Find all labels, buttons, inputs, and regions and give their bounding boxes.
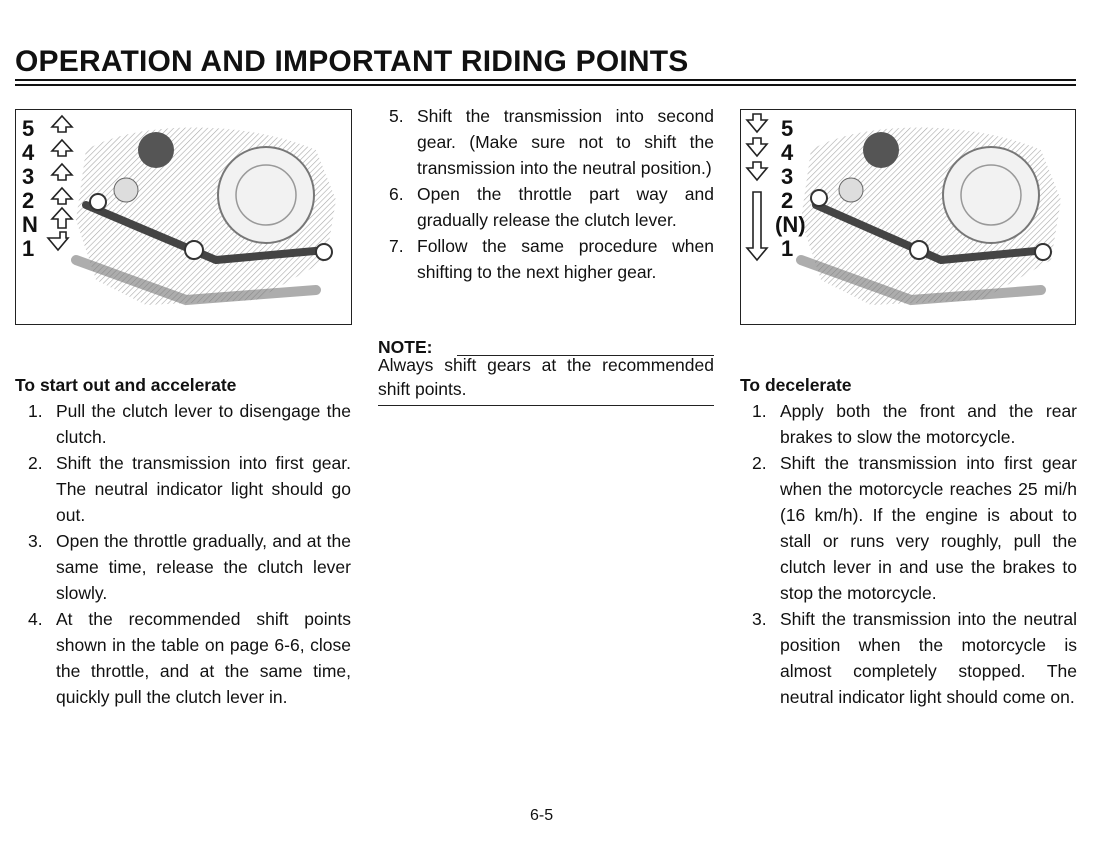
gear-label: 1 [781,236,794,261]
accelerate-heading: To start out and accelerate [15,375,237,395]
accelerate-steps-continued [389,103,714,285]
step-number: 2. [752,453,767,473]
list-item [28,606,351,710]
list-item [389,233,714,285]
gear-label: 4 [22,140,35,165]
long-downshift-arrow-icon [747,192,767,260]
gear-label: 1 [22,236,35,261]
gear-label: 4 [781,140,794,165]
list-item [28,528,351,606]
step-number: 3. [28,531,43,551]
list-item [752,606,1077,710]
decelerate-steps-list [752,398,1077,710]
downshift-arrow-icons [747,114,767,180]
downshift-arrow-icon [48,232,68,250]
gear-label: N [22,212,38,237]
title-rule-bottom [15,84,1076,86]
gear-label: 5 [781,116,794,141]
note-text: Always shift gears at the recommended shift points. [378,355,714,399]
gear-label: 2 [22,188,35,213]
shift-pedal-figure-downshift [740,109,1076,325]
upshift-arrow-icons [52,116,72,228]
step-number: 6. [389,184,404,204]
accelerate-steps-list [28,398,351,710]
step-text: Apply both the front and the rear brakes to slow the motorcycle. [780,401,1077,447]
title-rule-top [15,79,1076,81]
page-number: 6-5 [530,807,554,824]
step-number: 7. [389,236,404,256]
note-divider [378,405,714,406]
step-text: Shift the transmission into the neutral position when the motorcycle is almost completely stopped. The neutral indicator light should come on. [780,609,1077,707]
note-label: NOTE: [378,337,433,357]
gear-label: (N) [775,212,806,237]
step-number: 2. [28,453,43,473]
step-text: Pull the clutch lever to disengage the clutch. [56,401,351,447]
step-text: Follow the same procedure when shifting to the next higher gear. [417,236,714,282]
list-item [28,398,351,450]
step-text: Shift the transmission into second gear. (Make sure not to shift the transmission into the neutral position.) [417,106,714,178]
gear-label: 5 [22,116,35,141]
step-text: Open the throttle part way and gradually release the clutch lever. [417,184,714,230]
step-number: 5. [389,106,404,126]
list-item [752,398,1077,450]
engine-illustration [16,110,351,324]
step-number: 1. [752,401,767,421]
step-text: Open the throttle gradually, and at the same time, release the clutch lever slowly. [56,531,351,603]
step-text: Shift the transmission into first gear. The neutral indicator light should go out. [56,453,351,525]
step-number: 4. [28,609,43,629]
step-number: 3. [752,609,767,629]
page-title: OPERATION AND IMPORTANT RIDING POINTS [15,45,689,78]
list-item [752,450,1077,606]
step-number: 1. [28,401,43,421]
shift-pedal-figure-upshift [15,109,352,325]
step-text: Shift the transmission into first gear when the motorcycle reaches 25 mi/h (16 km/h). If the engine is about to stall or runs very roughly, pull the clutch lever in and use the brakes to stop the motorcycle. [780,453,1077,603]
step-text: At the recommended shift points shown in the table on page 6-6, close the throttle, and at the same time, quickly pull the clutch lever in. [56,609,351,707]
list-item [28,450,351,528]
gear-label: 2 [781,188,794,213]
gear-label: 3 [22,164,35,189]
decelerate-heading: To decelerate [740,375,852,395]
gear-label: 3 [781,164,794,189]
list-item [389,181,714,233]
list-item [389,103,714,181]
